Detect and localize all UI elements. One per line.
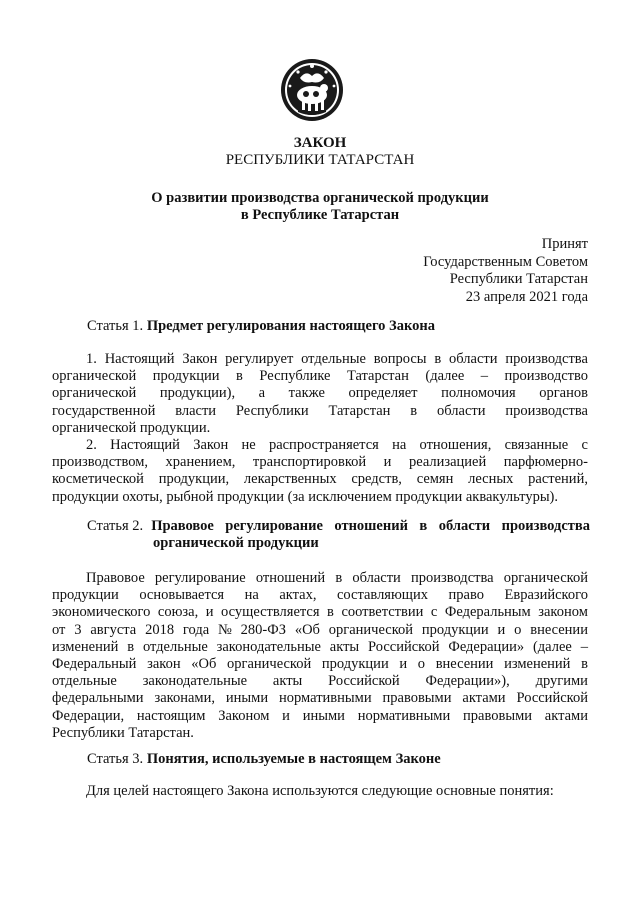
word: производство xyxy=(504,368,588,385)
word: лесных xyxy=(468,471,514,488)
article-title: Правовое регулирование отношений в области производства xyxy=(151,518,590,534)
word: законом xyxy=(538,604,588,621)
adoption-line: Принят xyxy=(541,236,588,252)
word: осуществляется xyxy=(221,604,320,621)
word: экономического xyxy=(52,604,151,621)
word: составляющих xyxy=(336,587,428,604)
adoption-line: Республики Татарстан xyxy=(449,271,588,288)
word: (далее xyxy=(425,368,465,385)
word: и xyxy=(205,604,214,621)
word: в xyxy=(434,351,442,367)
word: продукции, xyxy=(158,471,230,488)
paragraph-line xyxy=(52,385,588,402)
word: 2018 xyxy=(145,621,175,638)
word: органической xyxy=(328,621,414,638)
word: Федерации» xyxy=(448,638,525,655)
word: (далее xyxy=(532,638,572,655)
word: Правовое xyxy=(86,570,145,586)
word: 3 xyxy=(74,621,82,638)
word: хранением, xyxy=(165,454,236,471)
word: изменений xyxy=(52,638,119,655)
word: – xyxy=(480,368,489,385)
paragraph-line xyxy=(52,639,588,656)
article-3-heading xyxy=(87,751,441,768)
word: власти xyxy=(175,402,217,419)
word: Республике xyxy=(259,368,331,385)
word: 280-ФЗ xyxy=(240,621,286,638)
word: в xyxy=(581,656,588,673)
word: Федерации»), xyxy=(425,673,510,690)
word: Российской xyxy=(516,690,588,707)
word: органической xyxy=(227,656,312,673)
paragraph-line xyxy=(52,725,588,742)
paragraph-line xyxy=(52,489,588,506)
word: иными xyxy=(225,690,269,707)
word: правовыми xyxy=(463,707,532,724)
word: акты xyxy=(272,673,303,690)
word: изменений xyxy=(504,656,571,673)
paragraph-line xyxy=(52,656,588,673)
article-1-paragraph-2 xyxy=(52,437,588,506)
paragraph-line xyxy=(52,403,588,420)
word: «Об xyxy=(191,656,217,673)
word: отдельные xyxy=(52,673,117,690)
article-2-paragraph-1 xyxy=(52,570,588,742)
word: законодательные xyxy=(216,638,321,655)
word: актами xyxy=(544,707,588,724)
paragraph-line xyxy=(52,622,588,639)
article-1-paragraph-1 xyxy=(52,351,588,437)
word: Закон xyxy=(182,351,218,367)
word: органической xyxy=(52,368,137,385)
word: продукции охоты, рыбной продукции (за исключением продукции аквакультуры). xyxy=(52,488,559,505)
article-title: Понятия, используемые в настоящем Законе xyxy=(146,751,441,767)
article-title-continued: органической продукции xyxy=(153,535,319,551)
word: реализацией xyxy=(408,454,487,471)
word: органической продукции. xyxy=(52,419,211,436)
article-label: Статья 1. xyxy=(87,318,144,334)
word: Закон xyxy=(193,437,229,453)
word: – xyxy=(580,638,588,655)
word: с xyxy=(581,437,588,453)
word: Татарстан xyxy=(346,368,409,385)
word: продукции), xyxy=(159,385,236,402)
word: в xyxy=(327,604,334,621)
word: и xyxy=(497,621,506,638)
paragraph-line xyxy=(52,420,588,437)
word: Республики Татарстан. xyxy=(52,724,194,741)
word: федеральными xyxy=(52,690,144,707)
word: отдельные xyxy=(142,638,208,655)
word: продукции xyxy=(152,368,220,385)
word: закон xyxy=(147,656,181,673)
word: органической xyxy=(52,385,137,402)
word: Законом xyxy=(218,707,270,724)
word: о xyxy=(417,656,426,673)
law-title-line: О развитии производства органической продукции xyxy=(151,190,489,206)
word: в xyxy=(410,402,418,419)
paragraph-line xyxy=(52,673,588,690)
word: распространяется xyxy=(268,437,379,453)
paragraph-line xyxy=(52,587,588,604)
adoption-line: Государственным Советом xyxy=(423,253,588,270)
paragraph-line xyxy=(52,351,588,368)
word: лекарственных xyxy=(243,471,337,488)
word: о xyxy=(514,621,522,638)
word: государственной xyxy=(52,402,156,419)
word: правовыми xyxy=(382,690,452,707)
law-title xyxy=(0,190,640,224)
word: на xyxy=(392,437,407,453)
paragraph-line xyxy=(52,690,588,707)
word: производства xyxy=(505,402,588,419)
word: продукции xyxy=(321,656,389,673)
law-title-line: в Республике Татарстан xyxy=(240,207,400,223)
word: основывается xyxy=(139,587,225,604)
article-1-heading xyxy=(87,318,435,335)
adoption-block xyxy=(423,236,588,306)
word: нормативными xyxy=(357,707,451,724)
word: Евразийского xyxy=(504,587,588,604)
word: области xyxy=(437,402,486,419)
paragraph-line xyxy=(52,454,588,471)
word: и xyxy=(383,454,392,471)
word: парфюмерно- xyxy=(503,454,588,471)
word: и xyxy=(399,656,408,673)
word: Российской xyxy=(368,638,440,655)
word: также xyxy=(288,385,325,402)
article-label: Статья 2. xyxy=(87,518,144,534)
word: настоящим xyxy=(136,707,206,724)
paragraph-line xyxy=(52,604,588,621)
word: внесении xyxy=(530,621,588,638)
issuer: РЕСПУБЛИКИ ТАТАРСТАН xyxy=(225,152,415,168)
paragraph-line xyxy=(52,570,588,587)
word: на xyxy=(244,587,259,604)
word: другими xyxy=(535,673,588,690)
word: Настоящий xyxy=(104,351,175,367)
article-3-paragraph-1 xyxy=(52,783,588,800)
article-2-heading xyxy=(87,518,590,552)
word: производства xyxy=(410,570,494,586)
word: с xyxy=(430,604,438,621)
word: союза, xyxy=(157,604,199,621)
word: растений, xyxy=(528,471,588,488)
paragraph-line xyxy=(52,471,588,488)
word: органов xyxy=(539,385,588,402)
word: внесении xyxy=(435,656,494,673)
word: Федеральный xyxy=(52,656,137,673)
word: регулирование xyxy=(154,570,246,586)
word: не xyxy=(241,437,256,453)
word: актах, xyxy=(279,587,317,604)
article-label: Статья 3. xyxy=(87,751,144,767)
word: и xyxy=(282,707,290,724)
word: соответствии xyxy=(341,604,424,621)
word: продукции xyxy=(421,621,489,638)
word: 1. xyxy=(86,351,97,367)
word: Республики xyxy=(235,402,309,419)
word: средств, xyxy=(351,471,402,488)
word: определяет xyxy=(348,385,418,402)
word: а xyxy=(258,385,266,402)
word: области xyxy=(449,351,498,367)
word: право xyxy=(448,587,484,604)
word: от xyxy=(52,621,66,638)
word: косметической xyxy=(52,471,144,488)
word: № xyxy=(217,621,232,638)
word: производства xyxy=(505,351,588,367)
word: «Об xyxy=(294,621,320,638)
word: отдельные xyxy=(301,351,366,367)
document-type: ЗАКОН xyxy=(293,135,347,151)
paragraph-line xyxy=(52,708,588,725)
word: отношений xyxy=(255,570,326,586)
tatarstan-coat-of-arms-icon xyxy=(280,58,344,122)
article-title: Предмет регулирования настоящего Закона xyxy=(146,318,435,334)
word: транспортировкой xyxy=(252,454,367,471)
word: 2. xyxy=(86,437,97,453)
word: законами, xyxy=(154,690,215,707)
word: связанные xyxy=(504,437,569,453)
word: производством, xyxy=(52,454,148,471)
word: акты xyxy=(329,638,360,655)
word: Татарстан xyxy=(328,402,391,419)
word: полномочия xyxy=(441,385,516,402)
word: семян xyxy=(416,471,454,488)
word: области xyxy=(352,570,401,586)
word: отношения, xyxy=(419,437,492,453)
paragraph-line xyxy=(52,368,588,385)
word: в xyxy=(335,570,343,586)
word: Настоящий xyxy=(110,437,180,453)
adoption-date: 23 апреля 2021 года xyxy=(465,288,588,305)
word: актами xyxy=(462,690,506,707)
word: года xyxy=(182,621,210,638)
paragraph-line xyxy=(52,437,588,454)
word: вопросы xyxy=(373,351,427,367)
word: Российской xyxy=(328,673,400,690)
word: Федерации, xyxy=(52,707,125,724)
word: продукции xyxy=(52,587,119,604)
word: в xyxy=(127,638,135,655)
paragraph-text: Для целей настоящего Закона используются следующие основные понятия: xyxy=(86,783,554,799)
word: органической xyxy=(503,570,588,586)
word: Федеральным xyxy=(444,604,531,621)
word: законодательные xyxy=(142,673,248,690)
word: иными xyxy=(302,707,345,724)
word: нормативными xyxy=(279,690,372,707)
word: в xyxy=(236,368,243,385)
word: августа xyxy=(90,621,137,638)
word: регулирует xyxy=(225,351,294,367)
